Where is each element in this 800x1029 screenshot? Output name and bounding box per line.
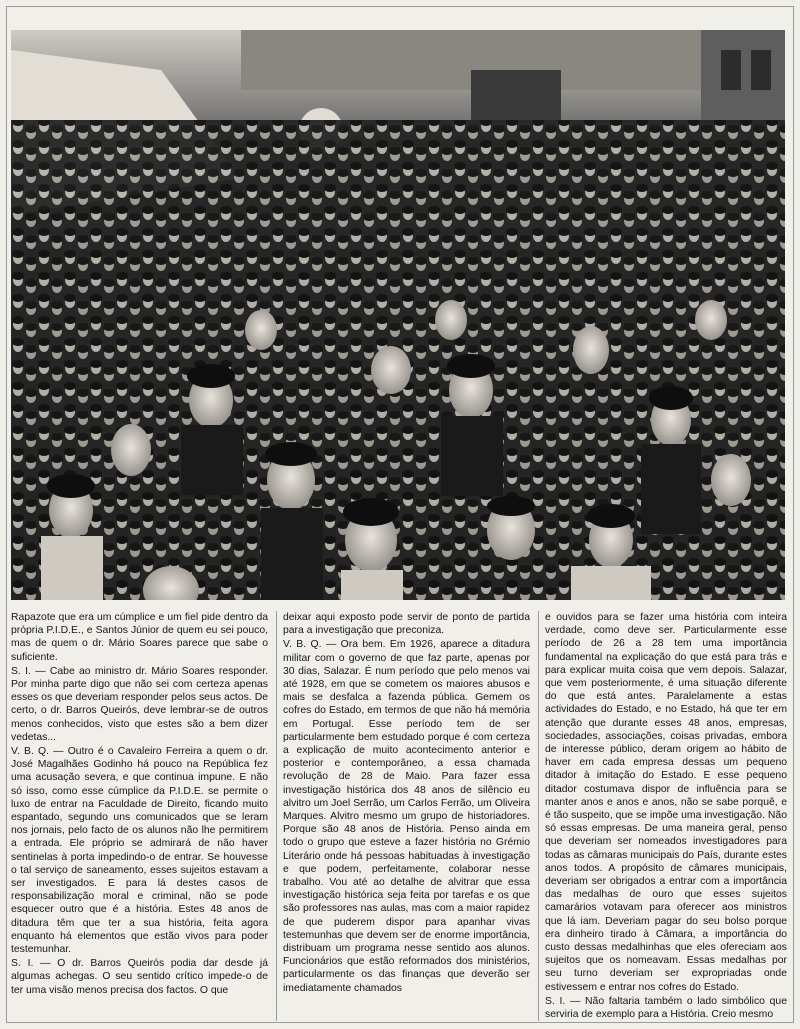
paragraph: S. I. — Cabe ao ministro dr. Mário Soares responder. Por minha parte digo que não sei com certeza apenas esses os que deveriam responder pelos seus actos. De certo, o dr. Barros Queirós, deve lembrar-se de outros menos conhecidos, visto que estes são a bem dizer vedetas... [11, 665, 268, 743]
article-column-3 [538, 611, 787, 1021]
paragraph: V. B. Q. — Outro é o Cavaleiro Ferreira a quem o dr. José Magalhães Godinho há pouco na República fez uma acusação severa, e que continua impune. E não só isso, como esse cúmplice da P.I.D.E. se permite o luxo de entrar na Faculdade de Direito, ficando muito espantado, segundo uns comunicados que se leram nos jornais, pelo facto de os alunos não lhe permitirem a entrada. Ele próprio se admirará de não haver sentinelas à porta impedindo-o de entrar. Se houvesse o tal serviço de saneamento, esses sujeitos estavam a ser investigados. E para lá destes casos de responsabilização moral e criminal, não se pode esquecer outro que é a história. Estes 48 anos de ditadura têm que ter a sua história, feita agora enquanto há elementos que estão vivos para poder testemunhar. [11, 746, 268, 956]
paragraph: S. I. — Não faltaria também o lado simbólico que serviria de exemplo para a História. Creio mesmo [545, 995, 787, 1021]
paragraph: Rapazote que era um cúmplice e um fiel pide dentro da própria P.I.D.E., e Santos Júnior de quem eu sei pouco, mas de quem o dr. Mário Soares parece que sabe o suficiente. [11, 612, 268, 663]
paragraph: S. I. — O dr. Barros Queirós podia dar desde já algumas achegas. O seu sentido crítico impede-o de ter uma visão menos precisa dos factos. O que [11, 958, 268, 996]
article-column-2 [276, 611, 538, 1021]
paragraph: deixar aqui exposto pode servir de ponto de partida para a investigação que preconiza. [283, 612, 530, 637]
article-body [11, 611, 787, 1021]
crowd-photo [11, 30, 785, 600]
crowd-photo-icon [11, 30, 785, 600]
article-column-1 [11, 611, 276, 1021]
paragraph: e ouvidos para se fazer uma história com inteira verdade, como deve ser. Particularmente esse período de 26 a 28 tem uma importância fundamental na explicação do que está para trás e para explicar muita coisa que vem depois. Salazar, que vem posteriormente, é uma situação diferente do que está antes. Paralelamente a estas actividades do Estado, e no Estado, há que ter em atenção que durante esses 48 anos, empresas, sociedades, associações, coisas privadas, embora de interesse público, deram origem ao hábito de haver em cada empresa dessas um pequeno ditador à imitação do Estado. E esse pequeno ditador costumava dispor de influência para se manter anos e anos e anos, não se sabe porquê, e é tão suspeito, que se impõe uma investigação. Não só essas empresas. De uma maneira geral, penso que deveriam ser nomeados investigadores para todas as câmaras municipais do País, durante estes anos todos. A propósito de câmares municipais, deveriam ser obrigados a entrar com a importância das medalhas de ouro que esses sujeitos camarários votavam para oferecer aos ministros que lá iam. Deveriam pagar do seu bolso porque era dinheiro tirado à Câmara, a importância do custo dessas medalhinhas que eles ofereciam aos sujeitos que os nomeavam. Essas medalhas por seu turno deveriam ser expropriadas onde estivessem e entrar nos cofres do Estado. [545, 612, 787, 993]
paragraph: V. B. Q. — Ora bem. Em 1926, aparece a ditadura militar com o governo de que faz parte, apenas por 30 dias, Salazar. É num período que pelo menos vai até 1928, em que se cometem os maiores abusos e mais se desfalca a fazenda pública. Gemem os cofres do Estado, em termos de que não há memória em Portugal. Esse período tem de ser particularmente bem estudado porque é com certeza a explicação de muito acontecimento anterior e posterior e contemporâneo, a essa chamada revolução de 28 de Maio. Para fazer essa investigação histórica dos 48 anos de silêncio eu alvitro um Joel Serrão, um Carlos Ferrão, um Oliveira Marques. Alvitro mesmo um grupo de historiadores. Porque são 48 anos de História. Penso ainda em todo o grupo que esteve a fazer história no Grémio Literário onde há pessoas habituadas à investigação e que podem, perfeitamente, colaborar nesse trabalho. Vou até ao detalhe de alvitrar que essa investigação histórica seja feita por tarefas e os que são professores nas aulas, mas com a maior rapidez de que puderem dispor para apanhar vivas testemunhas que devem ser de enorme importância, distribuam um programa nesse sentido aos alunos. Funcionários que estão reformados dos ministérios, particularmente os das finanças que deverão ser imediatamente chamados [283, 639, 530, 994]
